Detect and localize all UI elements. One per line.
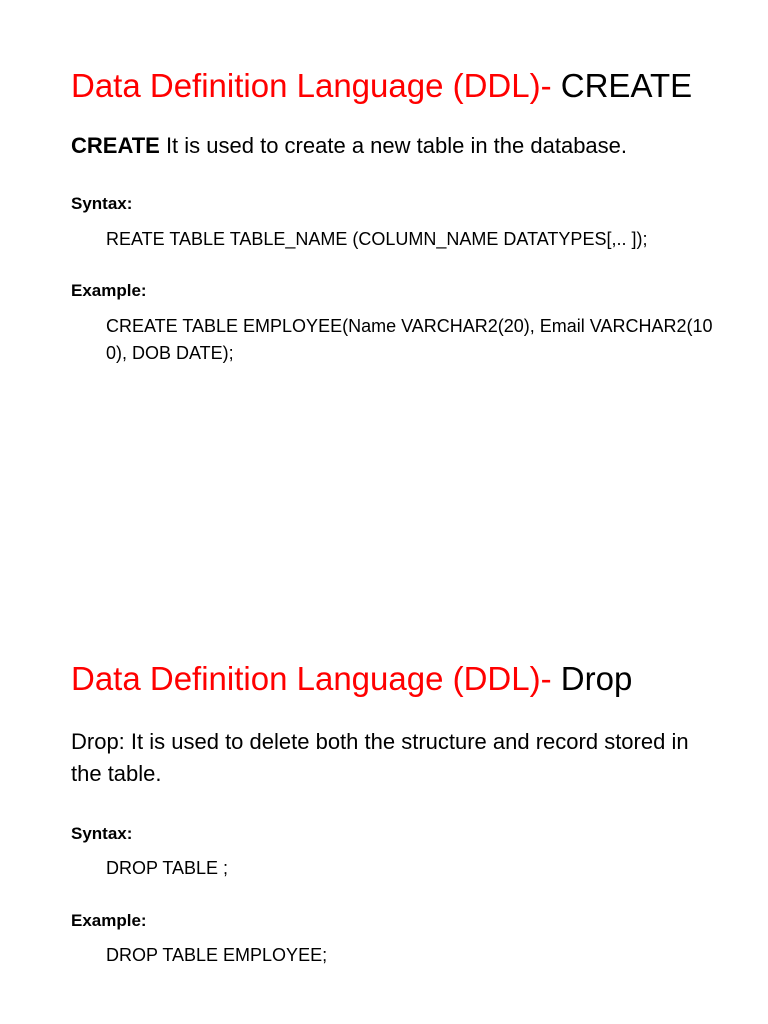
create-syntax-label: Syntax: [71,194,133,213]
drop-heading-keyword: Drop [560,660,633,697]
drop-heading [71,659,718,699]
create-example-label: Example: [71,281,147,300]
create-description-text: It is used to create a new table in the database. [159,133,628,158]
drop-example-label: Example: [71,911,147,930]
create-heading [71,66,718,106]
drop-syntax-label: Syntax: [71,824,133,843]
create-heading-prefix: Data Definition Language (DDL)- [71,67,561,104]
drop-heading-prefix: Data Definition Language (DDL)- [71,660,561,697]
create-description [71,130,718,162]
create-example-code: CREATE TABLE EMPLOYEE(Name VARCHAR2(20), Email VARCHAR2(100), DOB DATE); [106,316,713,363]
drop-description: Drop: It is used to delete both the structure and record stored in the table. [71,729,689,786]
create-section [71,66,718,367]
drop-example-code: DROP TABLE EMPLOYEE; [106,945,328,965]
drop-section [71,659,718,969]
create-description-keyword: CREATE [71,133,160,158]
drop-syntax-code: DROP TABLE ; [106,858,229,878]
create-heading-keyword: CREATE [560,67,693,104]
create-syntax-code: REATE TABLE TABLE_NAME (COLUMN_NAME DATATYPES[,.. ]); [106,229,648,249]
